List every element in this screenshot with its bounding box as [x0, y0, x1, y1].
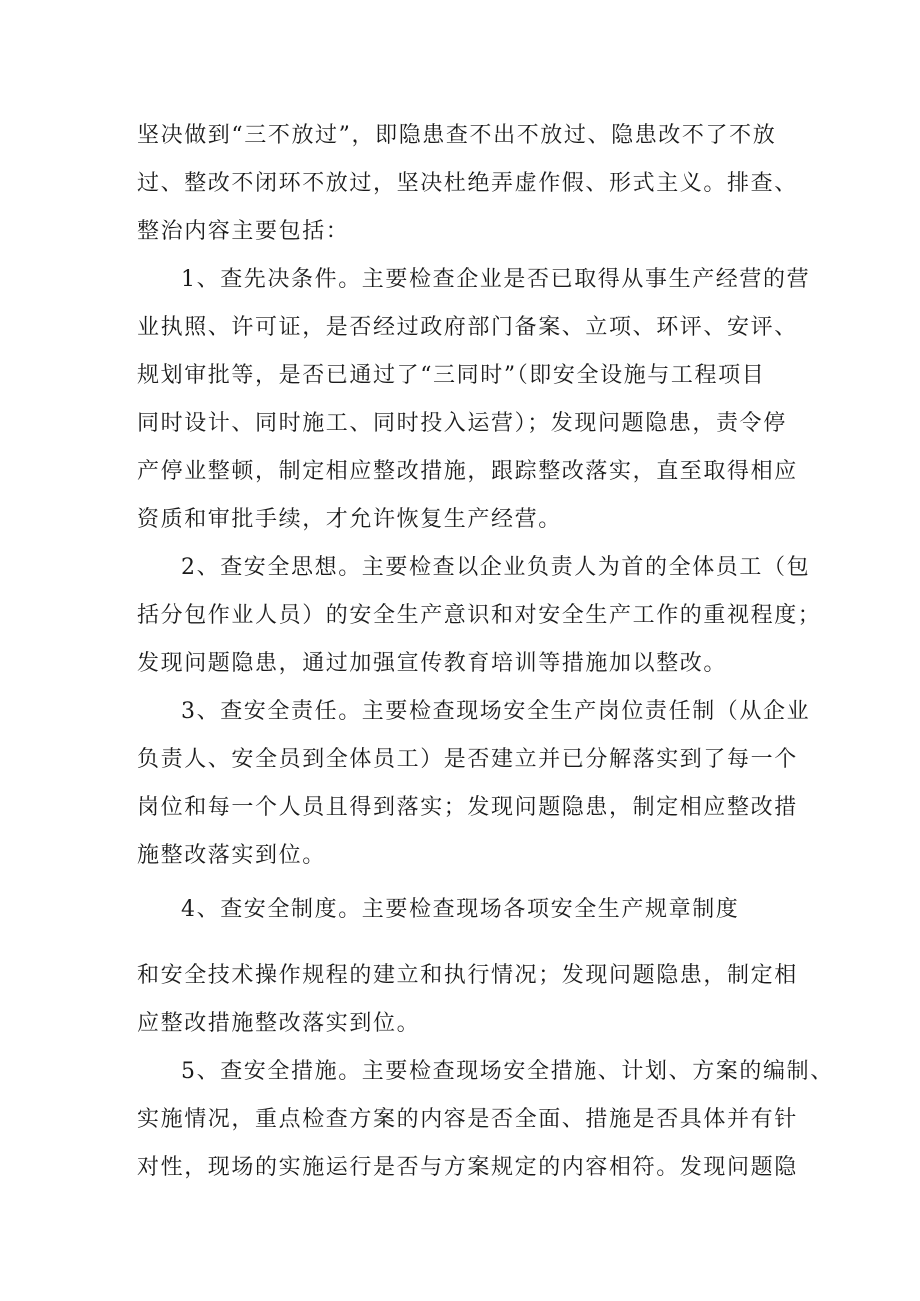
- text-line: 过、整改不闭环不放过，坚决杜绝弄虚作假、形式主义。排查、: [137, 171, 798, 196]
- text-line: 坚决做到“三不放过”，即隐患查不出不放过、隐患改不了不放: [137, 123, 777, 148]
- text-line: 资质和审批手续，才允许恢复生产经营。: [137, 507, 562, 532]
- text-line: 业执照、许可证，是否经过政府部门备案、立项、环评、安评、: [137, 315, 798, 340]
- text-line: 括分包作业人员）的安全生产意识和对安全生产工作的重视程度；: [137, 603, 822, 628]
- text-line: 产停业整顿，制定相应整改措施，跟踪整改落实，直至取得相应: [137, 459, 798, 484]
- text-line: 岗位和每一个人员且得到落实；发现问题隐患，制定相应整改措: [137, 795, 798, 820]
- paragraph-1-first-line: 1、查先决条件。主要检查企业是否已取得从事生产经营的营: [181, 267, 811, 292]
- text-line: 对性，现场的实施运行是否与方案规定的内容相符。发现问题隐: [137, 1155, 798, 1180]
- text-line: 同时设计、同时施工、同时投入运营）；发现问题隐患，责令停: [137, 411, 787, 436]
- paragraph-2-first-line: 2、查安全思想。主要检查以企业负责人为首的全体员工（包: [181, 555, 811, 580]
- text-line: 规划审批等，是否已通过了“三同时”（即安全设施与工程项目: [137, 363, 766, 388]
- text-line: 发现问题隐患，通过加强宣传教育培训等措施加以整改。: [137, 651, 728, 676]
- text-line: 整治内容主要包括：: [137, 219, 350, 244]
- text-line: 实施情况，重点检查方案的内容是否全面、措施是否具体并有针: [137, 1107, 798, 1132]
- text-line: 和安全技术操作规程的建立和执行情况；发现问题隐患，制定相: [137, 963, 798, 988]
- text-line: 应整改措施整改落实到位。: [137, 1011, 421, 1036]
- paragraph-5-first-line: 5、查安全措施。主要检查现场安全措施、计划、方案的编制、: [181, 1059, 834, 1084]
- text-line: 施整改落实到位。: [137, 843, 326, 868]
- paragraph-3-first-line: 3、查安全责任。主要检查现场安全生产岗位责任制（从企业: [181, 699, 811, 724]
- paragraph-4-first-line: 4、查安全制度。主要检查现场各项安全生产规章制度: [181, 897, 740, 922]
- text-line: 负责人、安全员到全体员工）是否建立并已分解落实到了每一个: [137, 747, 798, 772]
